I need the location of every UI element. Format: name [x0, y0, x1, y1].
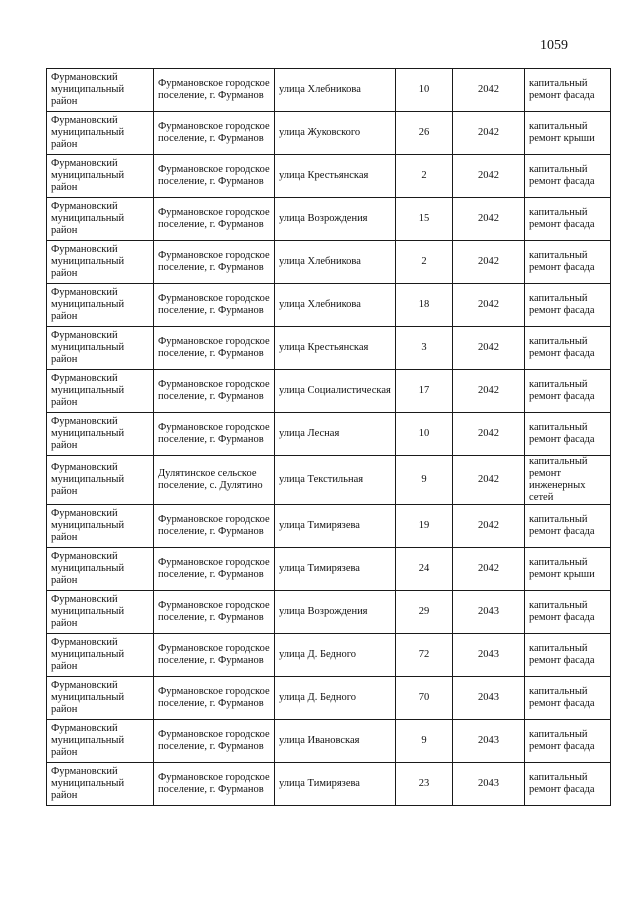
- settlement-cell: Фурмановское городское поселение, г. Фурманов: [154, 548, 275, 591]
- settlement-cell: Дулятинское сельское поселение, с. Дулятино: [154, 456, 275, 505]
- year-cell: 2042: [453, 155, 525, 198]
- work-type-cell: капитальный ремонт фасада: [525, 720, 611, 763]
- district-cell: Фурмановский муниципальный район: [47, 677, 154, 720]
- street-cell: улица Социалистическая: [275, 370, 396, 413]
- settlement-cell: Фурмановское городское поселение, г. Фурманов: [154, 155, 275, 198]
- street-cell: улица Крестьянская: [275, 327, 396, 370]
- house-number-cell: 9: [396, 456, 453, 505]
- street-cell: улица Жуковского: [275, 112, 396, 155]
- settlement-cell: Фурмановское городское поселение, г. Фурманов: [154, 677, 275, 720]
- house-number-cell: 70: [396, 677, 453, 720]
- settlement-cell: Фурмановское городское поселение, г. Фурманов: [154, 763, 275, 806]
- house-number-cell: 2: [396, 241, 453, 284]
- house-number-cell: 10: [396, 69, 453, 112]
- table-row: [47, 720, 611, 763]
- house-number-cell: 72: [396, 634, 453, 677]
- settlement-cell: Фурмановское городское поселение, г. Фурманов: [154, 241, 275, 284]
- work-type-cell: капитальный ремонт фасада: [525, 677, 611, 720]
- settlement-cell: Фурмановское городское поселение, г. Фурманов: [154, 198, 275, 241]
- year-cell: 2043: [453, 634, 525, 677]
- house-number-cell: 3: [396, 327, 453, 370]
- house-number-cell: 10: [396, 413, 453, 456]
- district-cell: Фурмановский муниципальный район: [47, 413, 154, 456]
- settlement-cell: Фурмановское городское поселение, г. Фурманов: [154, 69, 275, 112]
- year-cell: 2042: [453, 69, 525, 112]
- table-row: [47, 505, 611, 548]
- table-row: [47, 155, 611, 198]
- table-row: [47, 370, 611, 413]
- street-cell: улица Возрождения: [275, 198, 396, 241]
- year-cell: 2042: [453, 112, 525, 155]
- street-cell: улица Хлебникова: [275, 241, 396, 284]
- settlement-cell: Фурмановское городское поселение, г. Фурманов: [154, 505, 275, 548]
- street-cell: улица Возрождения: [275, 591, 396, 634]
- year-cell: 2042: [453, 370, 525, 413]
- work-type-cell: капитальный ремонт фасада: [525, 327, 611, 370]
- district-cell: Фурмановский муниципальный район: [47, 548, 154, 591]
- house-number-cell: 29: [396, 591, 453, 634]
- work-type-cell: капитальный ремонт фасада: [525, 370, 611, 413]
- house-number-cell: 18: [396, 284, 453, 327]
- year-cell: 2042: [453, 456, 525, 505]
- district-cell: Фурмановский муниципальный район: [47, 456, 154, 505]
- settlement-cell: Фурмановское городское поселение, г. Фурманов: [154, 112, 275, 155]
- work-type-cell: капитальный ремонт фасада: [525, 198, 611, 241]
- table-row: [47, 456, 611, 505]
- table-body: [47, 69, 611, 806]
- year-cell: 2043: [453, 763, 525, 806]
- work-type-cell: капитальный ремонт фасада: [525, 413, 611, 456]
- street-cell: улица Тимирязева: [275, 505, 396, 548]
- table-row: [47, 284, 611, 327]
- district-cell: Фурмановский муниципальный район: [47, 720, 154, 763]
- housing-repair-table: [46, 68, 611, 806]
- district-cell: Фурмановский муниципальный район: [47, 327, 154, 370]
- table-row: [47, 634, 611, 677]
- year-cell: 2043: [453, 677, 525, 720]
- work-type-cell: капитальный ремонт фасада: [525, 591, 611, 634]
- street-cell: улица Текстильная: [275, 456, 396, 505]
- work-type-cell: капитальный ремонт фасада: [525, 634, 611, 677]
- settlement-cell: Фурмановское городское поселение, г. Фурманов: [154, 634, 275, 677]
- house-number-cell: 17: [396, 370, 453, 413]
- year-cell: 2042: [453, 548, 525, 591]
- settlement-cell: Фурмановское городское поселение, г. Фурманов: [154, 591, 275, 634]
- table-row: [47, 677, 611, 720]
- work-type-cell: капитальный ремонт фасада: [525, 505, 611, 548]
- street-cell: улица Хлебникова: [275, 284, 396, 327]
- street-cell: улица Ивановская: [275, 720, 396, 763]
- district-cell: Фурмановский муниципальный район: [47, 112, 154, 155]
- district-cell: Фурмановский муниципальный район: [47, 284, 154, 327]
- work-type-cell: капитальный ремонт фасада: [525, 763, 611, 806]
- work-type-cell: капитальный ремонт инженерных сетей: [525, 456, 611, 505]
- table-row: [47, 241, 611, 284]
- year-cell: 2042: [453, 198, 525, 241]
- work-type-cell: капитальный ремонт фасада: [525, 241, 611, 284]
- district-cell: Фурмановский муниципальный район: [47, 69, 154, 112]
- table-row: [47, 327, 611, 370]
- settlement-cell: Фурмановское городское поселение, г. Фурманов: [154, 284, 275, 327]
- district-cell: Фурмановский муниципальный район: [47, 241, 154, 284]
- street-cell: улица Тимирязева: [275, 763, 396, 806]
- work-type-cell: капитальный ремонт крыши: [525, 548, 611, 591]
- year-cell: 2043: [453, 591, 525, 634]
- settlement-cell: Фурмановское городское поселение, г. Фурманов: [154, 327, 275, 370]
- settlement-cell: Фурмановское городское поселение, г. Фурманов: [154, 720, 275, 763]
- year-cell: 2042: [453, 413, 525, 456]
- year-cell: 2042: [453, 241, 525, 284]
- street-cell: улица Д. Бедного: [275, 634, 396, 677]
- house-number-cell: 19: [396, 505, 453, 548]
- table-row: [47, 198, 611, 241]
- table-row: [47, 69, 611, 112]
- street-cell: улица Крестьянская: [275, 155, 396, 198]
- year-cell: 2043: [453, 720, 525, 763]
- street-cell: улица Лесная: [275, 413, 396, 456]
- district-cell: Фурмановский муниципальный район: [47, 370, 154, 413]
- house-number-cell: 26: [396, 112, 453, 155]
- year-cell: 2042: [453, 505, 525, 548]
- house-number-cell: 2: [396, 155, 453, 198]
- district-cell: Фурмановский муниципальный район: [47, 155, 154, 198]
- district-cell: Фурмановский муниципальный район: [47, 763, 154, 806]
- district-cell: Фурмановский муниципальный район: [47, 634, 154, 677]
- table-row: [47, 548, 611, 591]
- work-type-cell: капитальный ремонт фасада: [525, 155, 611, 198]
- page-number: 1059: [540, 38, 568, 53]
- house-number-cell: 23: [396, 763, 453, 806]
- house-number-cell: 15: [396, 198, 453, 241]
- table-row: [47, 591, 611, 634]
- street-cell: улица Хлебникова: [275, 69, 396, 112]
- work-type-cell: капитальный ремонт крыши: [525, 112, 611, 155]
- district-cell: Фурмановский муниципальный район: [47, 505, 154, 548]
- work-type-cell: капитальный ремонт фасада: [525, 69, 611, 112]
- street-cell: улица Тимирязева: [275, 548, 396, 591]
- district-cell: Фурмановский муниципальный район: [47, 198, 154, 241]
- house-number-cell: 9: [396, 720, 453, 763]
- house-number-cell: 24: [396, 548, 453, 591]
- district-cell: Фурмановский муниципальный район: [47, 591, 154, 634]
- table-row: [47, 763, 611, 806]
- table-row: [47, 112, 611, 155]
- table-row: [47, 413, 611, 456]
- work-type-cell: капитальный ремонт фасада: [525, 284, 611, 327]
- settlement-cell: Фурмановское городское поселение, г. Фурманов: [154, 370, 275, 413]
- street-cell: улица Д. Бедного: [275, 677, 396, 720]
- year-cell: 2042: [453, 284, 525, 327]
- year-cell: 2042: [453, 327, 525, 370]
- settlement-cell: Фурмановское городское поселение, г. Фурманов: [154, 413, 275, 456]
